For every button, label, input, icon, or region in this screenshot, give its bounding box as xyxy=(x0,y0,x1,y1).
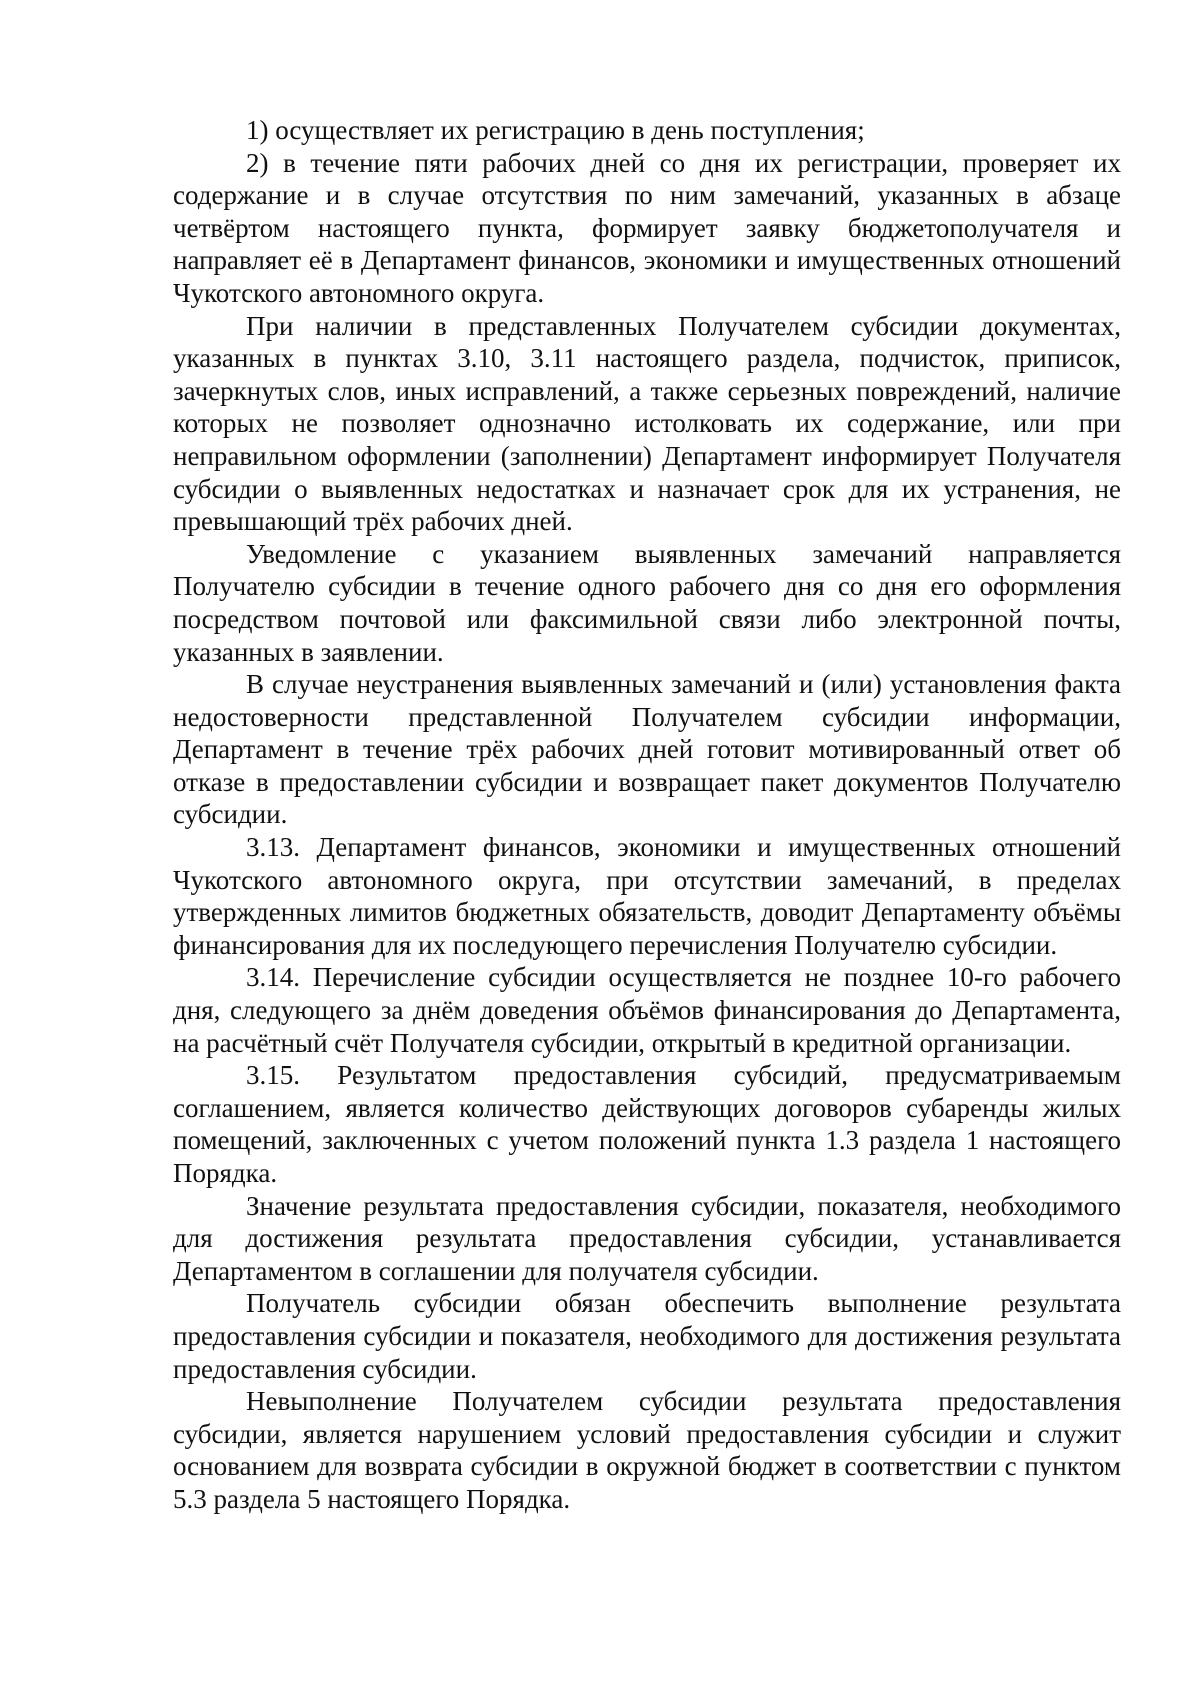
paragraph-non-fulfillment: Невыполнение Получателем субсидии результата предоставления субсидии, является нарушением условий предоставления субсидии и служит основанием для возврата субсидии в окружной бюджет в соответствии с пунктом 5.3 раздела 5 настоящего Порядка. xyxy=(173,1386,1121,1514)
paragraph-item-1-registration: 1) осуществляет их регистрацию в день поступления; xyxy=(246,115,865,145)
paragraph-3-15: 3.15. Результатом предоставления субсидий, предусматриваемым соглашением, является количество действующих договоров субаренды жилых помещений, заключенных с учетом положений пункта 1.3 раздела 1 настоящего Порядка. xyxy=(173,1060,1121,1188)
paragraph-notification: Уведомление с указанием выявленных замечаний направляется Получателю субсидии в течение одного рабочего дня со дня его оформления посредством почтовой или факсимильной связи либо электронной почты, указанных в заявлении. xyxy=(173,538,1121,667)
paragraph-refusal: В случае неустранения выявленных замечаний и (или) установления факта недостоверности представленной Получателем субсидии информации, Департамент в течение трёх рабочих дней готовит мотивированный ответ об отказе в предоставлении субсидии и возвращает пакет документов Получателю субсидии. xyxy=(173,669,1121,830)
paragraph-document-defects: При наличии в представленных Получателем субсидии документах, указанных в пунктах 3.10, 3.11 настоящего раздела, подчисток, приписок, зачеркнутых слов, иных исправлений, а также серьезных повреждений, наличие которых не позволяет однозначно истолковать их содержание, или при неправильном оформлении (заполнении) Департамент информирует Получателя субсидии о выявленных недостатках и назначает срок для их устранения, не превышающий трёх рабочих дней. xyxy=(173,310,1121,537)
paragraph-item-2-verification: 2) в течение пяти рабочих дней со дня их регистрации, проверяет их содержание и в случае отсутствия по ним замечаний, указанных в абзаце четвёртом настоящего пункта, формирует заявку бюджетополучателя и направляет её в Департамент финансов, экономики и имущественных отношений Чукотского автономного округа. xyxy=(173,147,1121,308)
paragraph-recipient-obligation: Получатель субсидии обязан обеспечить выполнение результата предоставления субсидии и показателя, необходимого для достижения результата предоставления субсидии. xyxy=(173,1288,1121,1384)
document-body xyxy=(173,114,1121,1516)
paragraph-result-value: Значение результата предоставления субсидии, показателя, необходимого для достижения результата предоставления субсидии, устанавливается Департаментом в соглашении для получателя субсидии. xyxy=(173,1190,1121,1286)
paragraph-3-13: 3.13. Департамент финансов, экономики и имущественных отношений Чукотского автономного округа, при отсутствии замечаний, в пределах утвержденных лимитов бюджетных обязательств, доводит Департаменту объёмы финансирования для их последующего перечисления Получателю субсидии. xyxy=(173,832,1121,960)
paragraph-3-14: 3.14. Перечисление субсидии осуществляется не позднее 10-го рабочего дня, следующего за днём доведения объёмов финансирования до Департамента, на расчётный счёт Получателя субсидии, открытый в кредитной организации. xyxy=(173,962,1121,1058)
